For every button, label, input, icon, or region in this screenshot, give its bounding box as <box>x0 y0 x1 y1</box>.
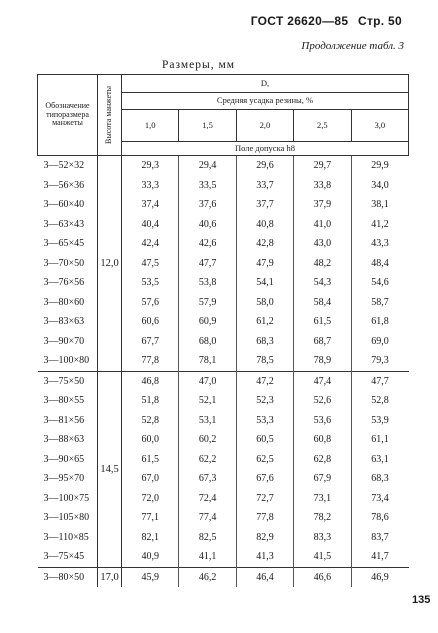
value-cell: 40,4 <box>122 215 179 235</box>
table-row <box>38 489 409 509</box>
value-cell: 43,3 <box>371 238 389 250</box>
table-row <box>38 293 409 313</box>
value-cell: 48,2 <box>294 254 351 274</box>
value-cell: 60,0 <box>122 430 179 450</box>
value-cell: 40,9 <box>122 547 179 567</box>
table-row <box>38 156 409 176</box>
value-cell: 54,6 <box>371 277 389 289</box>
value-cell: 29,9 <box>371 160 389 172</box>
value-cell: 60,2 <box>179 430 236 450</box>
table-row <box>38 371 409 391</box>
dimensions-table <box>37 74 409 587</box>
value-cell: 60,8 <box>294 430 351 450</box>
designation-cell: 3—100×75 <box>38 489 98 509</box>
value-cell: 68,7 <box>294 332 351 352</box>
value-cell: 41,0 <box>294 215 351 235</box>
table-row <box>38 312 409 332</box>
designation-cell: 3—90×70 <box>38 332 98 352</box>
height-header-label: Высота манжеты <box>104 86 114 144</box>
designation-cell: 3—75×50 <box>38 371 98 391</box>
shrink-value: 2,0 <box>236 110 293 142</box>
value-cell: 41,7 <box>371 551 389 563</box>
value-cell: 34,0 <box>371 179 389 191</box>
value-cell: 60,9 <box>179 312 236 332</box>
value-cell: 53,9 <box>371 414 389 426</box>
designation-cell: 3—76×56 <box>38 273 98 293</box>
table-row <box>38 391 409 411</box>
value-cell: 68,3 <box>236 332 293 352</box>
value-cell: 60,6 <box>122 312 179 332</box>
value-cell: 37,4 <box>122 195 179 215</box>
value-cell: 46,2 <box>179 567 236 587</box>
designation-cell: 3—60×40 <box>38 195 98 215</box>
value-cell: 33,3 <box>122 176 179 196</box>
designation-cell: 3—80×60 <box>38 293 98 313</box>
value-cell: 78,9 <box>294 351 351 371</box>
value-cell: 29,6 <box>236 156 293 176</box>
designation-cell: 3—80×55 <box>38 391 98 411</box>
height-cell: 12,0 <box>98 156 122 372</box>
document-header <box>245 14 402 28</box>
designation-cell: 3—95×70 <box>38 469 98 489</box>
designation-cell: 3—56×36 <box>38 176 98 196</box>
value-cell: 29,7 <box>294 156 351 176</box>
value-cell: 53,1 <box>179 411 236 431</box>
designation-cell: 3—52×32 <box>38 156 98 176</box>
designation-cell: 3—63×43 <box>38 215 98 235</box>
designation-cell: 3—110×85 <box>38 528 98 548</box>
value-cell: 68,0 <box>179 332 236 352</box>
page-label: Стр. 50 <box>358 14 402 28</box>
table-row <box>38 273 409 293</box>
value-cell: 43,0 <box>294 234 351 254</box>
value-cell: 42,6 <box>179 234 236 254</box>
value-cell: 29,4 <box>179 156 236 176</box>
avg-shrink-header: Средняя усадка резины, % <box>122 93 409 110</box>
height-cell: 14,5 <box>98 371 122 567</box>
value-cell: 57,9 <box>179 293 236 313</box>
value-cell: 82,9 <box>236 528 293 548</box>
table-row <box>38 430 409 450</box>
value-cell: 47,7 <box>179 254 236 274</box>
designation-cell: 3—90×65 <box>38 450 98 470</box>
value-cell: 63,1 <box>371 453 389 465</box>
designation-cell: 3—70×50 <box>38 254 98 274</box>
value-cell: 29,3 <box>122 156 179 176</box>
value-cell: 82,1 <box>122 528 179 548</box>
designation-cell: 3—75×45 <box>38 547 98 567</box>
value-cell: 61,2 <box>236 312 293 332</box>
d-header: D, <box>122 75 409 93</box>
value-cell: 78,2 <box>294 508 351 528</box>
tolerance-header: Поле допуска h8 <box>122 142 409 156</box>
value-cell: 47,0 <box>179 371 236 391</box>
continuation-note: Продолжение табл. 3 <box>301 40 404 52</box>
value-cell: 78,5 <box>236 351 293 371</box>
value-cell: 54,1 <box>236 273 293 293</box>
value-cell: 37,6 <box>179 195 236 215</box>
value-cell: 38,1 <box>371 199 389 211</box>
value-cell: 41,3 <box>236 547 293 567</box>
value-cell: 53,8 <box>179 273 236 293</box>
value-cell: 46,8 <box>122 371 179 391</box>
value-cell: 73,1 <box>294 489 351 509</box>
value-cell: 62,5 <box>236 450 293 470</box>
value-cell: 77,4 <box>179 508 236 528</box>
value-cell: 33,7 <box>236 176 293 196</box>
designation-header: Обозначение типоразмера манжеты <box>38 75 98 156</box>
table-row <box>38 411 409 431</box>
value-cell: 60,5 <box>236 430 293 450</box>
value-cell: 83,3 <box>294 528 351 548</box>
table-row <box>38 547 409 567</box>
designation-cell: 3—81×56 <box>38 411 98 431</box>
value-cell: 47,5 <box>122 254 179 274</box>
value-cell: 67,6 <box>236 469 293 489</box>
value-cell: 79,3 <box>371 355 389 367</box>
value-cell: 72,7 <box>236 489 293 509</box>
value-cell: 67,9 <box>294 469 351 489</box>
value-cell: 45,9 <box>122 567 179 587</box>
designation-cell: 3—100×80 <box>38 351 98 371</box>
value-cell: 48,4 <box>371 257 389 269</box>
designation-cell: 3—65×45 <box>38 234 98 254</box>
value-cell: 54,3 <box>294 273 351 293</box>
designation-cell: 3—80×50 <box>38 567 98 587</box>
designation-cell: 3—83×63 <box>38 312 98 332</box>
value-cell: 53,5 <box>122 273 179 293</box>
value-cell: 68,3 <box>371 473 389 485</box>
value-cell: 52,8 <box>122 411 179 431</box>
designation-cell: 3—105×80 <box>38 508 98 528</box>
value-cell: 40,8 <box>236 215 293 235</box>
value-cell: 57,6 <box>122 293 179 313</box>
value-cell: 52,8 <box>371 395 389 407</box>
value-cell: 40,6 <box>179 215 236 235</box>
table-row <box>38 528 409 548</box>
standard-id: ГОСТ 26620—85 <box>250 14 349 28</box>
value-cell: 46,9 <box>351 567 408 587</box>
table-row <box>38 351 409 371</box>
value-cell: 77,8 <box>122 351 179 371</box>
value-cell: 42,8 <box>236 234 293 254</box>
value-cell: 51,8 <box>122 391 179 411</box>
value-cell: 37,7 <box>236 195 293 215</box>
value-cell: 72,4 <box>179 489 236 509</box>
value-cell: 77,1 <box>122 508 179 528</box>
value-cell: 61,1 <box>371 434 389 446</box>
table-row <box>38 332 409 352</box>
value-cell: 73,4 <box>371 492 389 504</box>
value-cell: 52,6 <box>294 391 351 411</box>
table-row <box>38 195 409 215</box>
value-cell: 42,4 <box>122 234 179 254</box>
height-header <box>98 75 122 156</box>
table-row <box>38 234 409 254</box>
page-number: 135 <box>412 594 431 606</box>
value-cell: 61,5 <box>122 450 179 470</box>
shrink-value: 2,5 <box>294 110 351 142</box>
value-cell: 67,3 <box>179 469 236 489</box>
value-cell: 41,5 <box>294 547 351 567</box>
table-body <box>38 156 409 588</box>
sizes-caption: Размеры, мм <box>162 59 236 71</box>
value-cell: 62,8 <box>294 450 351 470</box>
value-cell: 62,2 <box>179 450 236 470</box>
value-cell: 78,6 <box>371 512 389 524</box>
value-cell: 47,2 <box>236 371 293 391</box>
table-row <box>38 450 409 470</box>
shrink-value: 3,0 <box>351 110 408 142</box>
value-cell: 58,7 <box>371 296 389 308</box>
value-cell: 52,1 <box>179 391 236 411</box>
value-cell: 69,0 <box>371 335 389 347</box>
table-row <box>38 215 409 235</box>
value-cell: 46,4 <box>236 567 293 587</box>
value-cell: 61,8 <box>371 316 389 328</box>
value-cell: 33,8 <box>294 176 351 196</box>
table-row <box>38 176 409 196</box>
value-cell: 47,4 <box>294 371 351 391</box>
height-cell: 17,0 <box>98 567 122 587</box>
value-cell: 46,6 <box>294 567 351 587</box>
value-cell: 82,5 <box>179 528 236 548</box>
value-cell: 61,5 <box>294 312 351 332</box>
value-cell: 53,3 <box>236 411 293 431</box>
value-cell: 41,2 <box>371 218 389 230</box>
value-cell: 58,0 <box>236 293 293 313</box>
value-cell: 53,6 <box>294 411 351 431</box>
shrink-value: 1,5 <box>179 110 236 142</box>
value-cell: 41,1 <box>179 547 236 567</box>
value-cell: 78,1 <box>179 351 236 371</box>
value-cell: 58,4 <box>294 293 351 313</box>
value-cell: 77,8 <box>236 508 293 528</box>
table-header <box>38 75 409 156</box>
value-cell: 33,5 <box>179 176 236 196</box>
value-cell: 67,7 <box>122 332 179 352</box>
shrink-value: 1,0 <box>122 110 179 142</box>
value-cell: 47,7 <box>351 371 408 391</box>
value-cell: 83,7 <box>371 531 389 543</box>
table-row <box>38 469 409 489</box>
table-row <box>38 567 409 587</box>
value-cell: 37,9 <box>294 195 351 215</box>
value-cell: 52,3 <box>236 391 293 411</box>
designation-cell: 3—88×63 <box>38 430 98 450</box>
table-row <box>38 254 409 274</box>
value-cell: 47,9 <box>236 254 293 274</box>
value-cell: 67,0 <box>122 469 179 489</box>
value-cell: 72,0 <box>122 489 179 509</box>
table-row <box>38 508 409 528</box>
